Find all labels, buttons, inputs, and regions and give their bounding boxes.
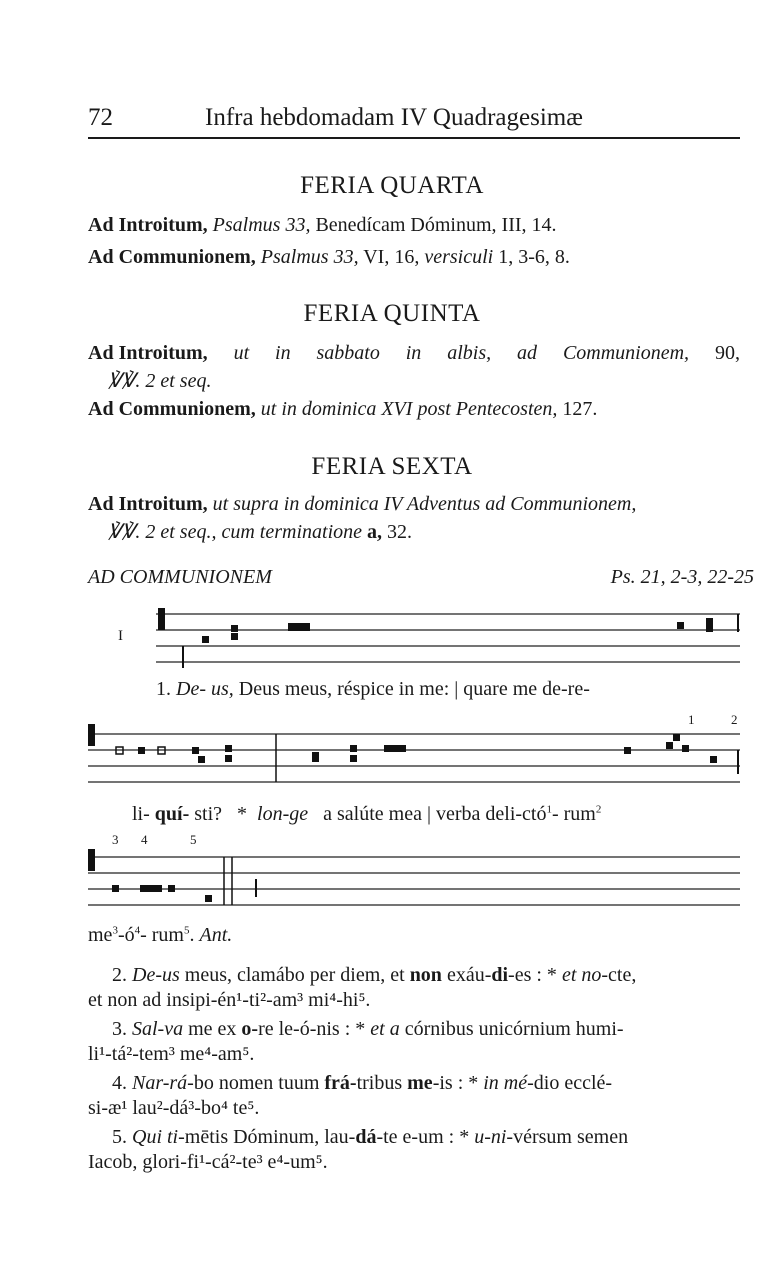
chant-lyric-line-2: li- quí- sti? * lon-ge a salúte mea | verba deli-ctó$^1$- rum$^2$	[132, 803, 602, 825]
chant-staff-2	[88, 720, 748, 790]
chant-title: AD COMMUNIONEM	[88, 566, 272, 588]
chant-lyric-line-1: 1. De- us, Deus meus, réspice in me: | quare me de-re-	[156, 678, 590, 700]
accent-number-4: 4	[141, 832, 148, 847]
verse-5: 5. Qui ti-mētis Dóminum, lau-dá-te e-um : * u-ni-vérsum semen	[112, 1126, 629, 1148]
mode-number: I	[118, 628, 123, 644]
feria-quinta-introit-cont: ℣℣. 2 et seq.	[108, 370, 212, 392]
chant-reference: Ps. 21, 2-3, 22-25	[610, 566, 754, 588]
verse-4-cont: si-æ¹ lau²-dá³-bo⁴ te⁵.	[88, 1097, 260, 1119]
do-clef-icon	[88, 849, 95, 871]
neume-punctum	[706, 625, 713, 632]
chant-lyric-line-3: $me^3-ó^4-$ rum$^5$. Ant.	[88, 924, 233, 946]
accent-number-3: 3	[112, 832, 119, 847]
feria-quarta-communion: Ad Communionem, Psalmus 33, VI, 16, versiculi 1, 3-6, 8.	[88, 246, 570, 268]
neume-punctum	[231, 625, 238, 632]
neume-punctum	[706, 618, 713, 625]
verse-2-cont: et non ad insipi-én¹-ti²-am³ mi⁴-hi⁵.	[88, 989, 371, 1011]
feria-quinta-introit: Ad Introitum, ut in sabbato in albis, ad Communionem, 90,	[88, 342, 740, 364]
do-clef-icon	[158, 608, 165, 630]
neume-punctum	[677, 622, 684, 629]
verse-3-cont: li¹-tá²-tem³ me⁴-am⁵.	[88, 1043, 255, 1065]
heading-feria-quinta: FERIA QUINTA	[303, 300, 481, 327]
neume-punctum	[231, 633, 238, 640]
heading-feria-quarta: FERIA QUARTA	[300, 172, 484, 199]
feria-quarta-introit: Ad Introitum, Psalmus 33, Benedícam Dóminum, III, 14.	[88, 214, 557, 236]
do-clef-icon	[88, 724, 95, 746]
chant-staff-1	[88, 600, 748, 670]
verse-2: 2. De-us meus, clamábo per diem, et non exáu-di-es : * et no-cte,	[112, 964, 637, 986]
neume-tristropha	[288, 623, 310, 631]
accent-number-5: 5	[190, 832, 197, 847]
accent-number-1: 1	[688, 712, 695, 727]
feria-sexta-introit-cont: ℣℣. 2 et seq., cum terminatione a, 32.	[108, 521, 412, 543]
chant-staff-3	[88, 845, 748, 915]
page-number: 72	[88, 104, 113, 131]
heading-feria-sexta: FERIA SEXTA	[311, 453, 473, 480]
header-rule	[88, 137, 740, 139]
feria-quinta-communion: Ad Communionem, ut in dominica XVI post Pentecosten, 127.	[88, 398, 598, 420]
neume-punctum	[202, 636, 209, 643]
running-title: Infra hebdomadam IV Quadragesimæ	[205, 104, 583, 131]
verse-4: 4. Nar-rá-bo nomen tuum frá-tribus me-is : * in mé-dio ecclé-	[112, 1072, 613, 1094]
feria-sexta-introit: Ad Introitum, ut supra in dominica IV Adventus ad Communionem,	[88, 493, 637, 515]
verse-5-cont: Iacob, glori-fi¹-cá²-te³ e⁴-um⁵.	[88, 1151, 328, 1173]
accent-number-2: 2	[731, 712, 738, 727]
verse-3: 3. Sal-va me ex o-re le-ó-nis : * et a córnibus unicórnium humi-	[112, 1018, 624, 1040]
